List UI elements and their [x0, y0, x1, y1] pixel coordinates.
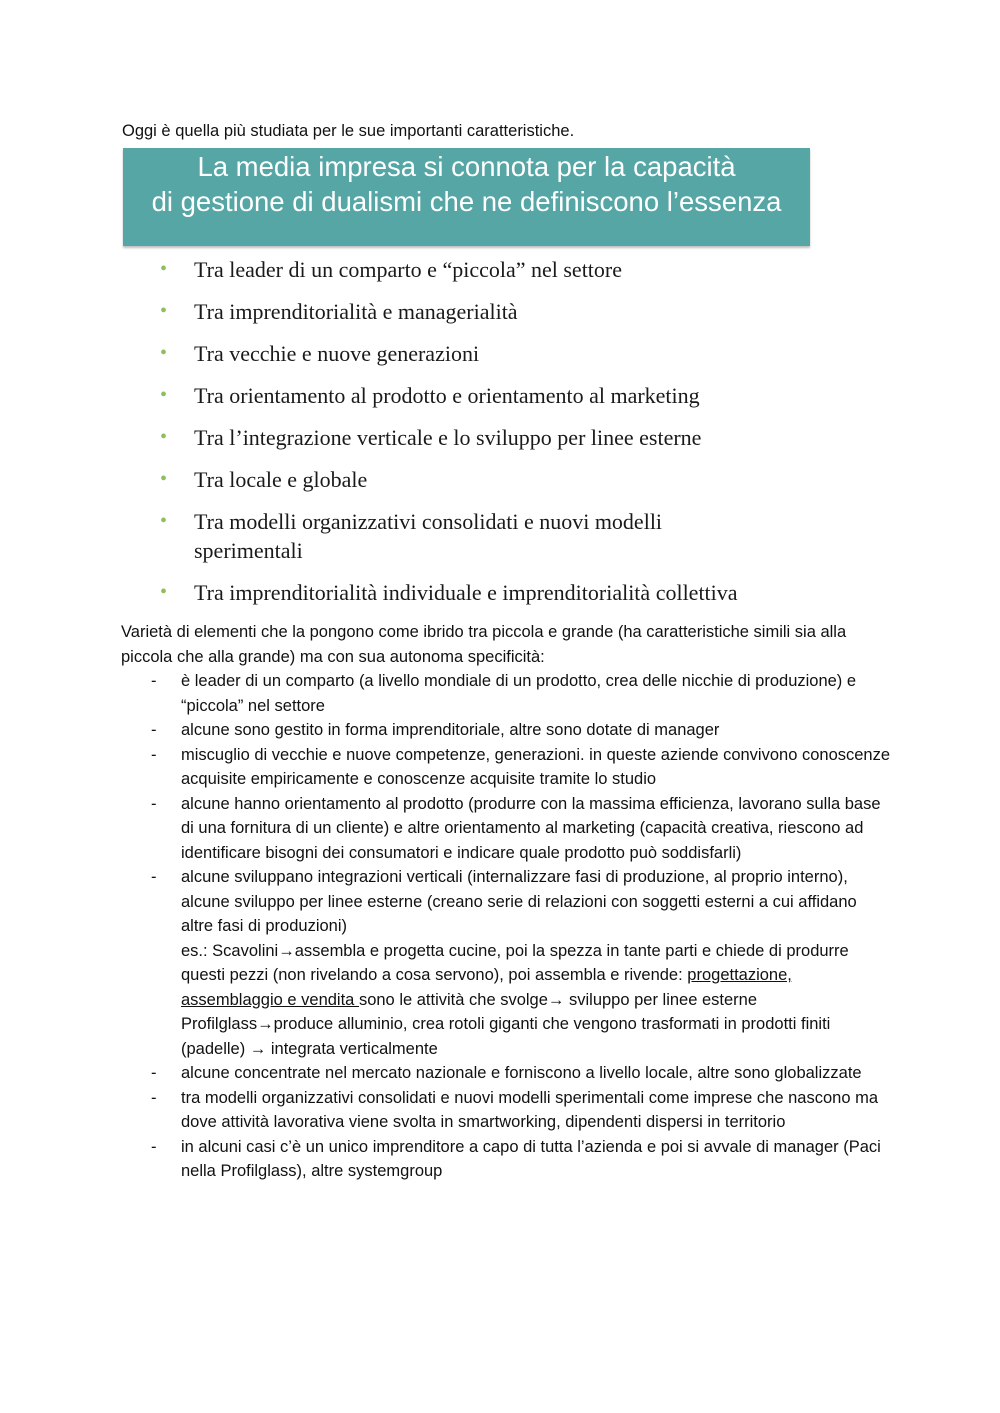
dash-item: [121, 743, 891, 792]
body-paragraph: Varietà di elementi che la pongono come ibrido tra piccola e grande (ha caratteristiche simili sia alla piccola che alla grande) ma con sua autonoma specificità:: [121, 623, 847, 666]
dash-item-text: alcune concentrate nel mercato nazionale e forniscono a livello locale, altre sono globalizzate: [181, 1064, 862, 1082]
dash-item: [121, 718, 891, 743]
slide-bullet-item: [160, 507, 780, 565]
dash-marker: -: [151, 1088, 157, 1107]
slide-title-line-1: La media impresa si connota per la capacità: [197, 151, 736, 182]
dash-item: [121, 1135, 891, 1184]
slide-bullet-text: Tra imprenditorialità e managerialità: [194, 299, 518, 324]
dash-item-text: è leader di un comparto (a livello mondiale di un prodotto, crea delle nicchie di produzione) e “piccola” nel settore: [181, 672, 857, 715]
dash-item-text: in alcuni casi c’è un unico imprenditore a capo di tutta l’azienda e poi si avvale di manager (Paci nella Profilglass), altre systemgroup: [181, 1137, 881, 1180]
example-rest: sono le attività che svolge→ sviluppo per linee esterne: [358, 990, 758, 1009]
dash-marker: -: [151, 745, 157, 764]
slide-bullet-list: [160, 255, 780, 620]
dash-item-text: tra modelli organizzativi consolidati e nuovi modelli sperimentali come imprese che nascono ma dove attività lavorativa viene svolta in smartworking, dipendenti dispersi in territorio: [181, 1088, 878, 1131]
bullet-dot-icon: •: [160, 300, 168, 322]
bullet-dot-icon: •: [160, 384, 168, 406]
slide-title-line-2: di gestione di dualismi che ne definiscono l’essenza: [151, 186, 782, 217]
bullet-dot-icon: •: [160, 510, 168, 532]
example-intro: es.: Scavolini→assembla e progetta cucine, poi la spezza in tante parti e chiede di produrre questi pezzi (non rivelando a cosa servono), poi assembla e rivende:: [181, 941, 849, 984]
dash-item: [121, 1086, 891, 1135]
slide-bullet-item: [160, 423, 780, 452]
example-scavolini: [181, 939, 891, 1013]
dash-marker: -: [151, 868, 157, 886]
body-text: [121, 620, 891, 1184]
slide-bullet-item: [160, 578, 780, 607]
slide-bullet-text: Tra locale e globale: [194, 467, 368, 492]
slide-bullet-item: [160, 465, 780, 494]
slide-bullet-text: Tra l’integrazione verticale e lo sviluppo per linee esterne: [194, 425, 702, 450]
bullet-dot-icon: •: [160, 468, 168, 490]
slide-title-banner: [123, 148, 810, 246]
dash-item-vertical: [121, 865, 891, 1061]
example-underlined: progettazione, assemblaggio e vendita: [181, 966, 792, 1009]
slide-bullet-item: [160, 297, 780, 326]
dash-item: [121, 792, 891, 866]
bullet-dot-icon: •: [160, 258, 168, 280]
dash-marker: -: [151, 672, 157, 690]
slide-bullet-text: Tra imprenditorialità individuale e imprenditorialità collettiva: [194, 580, 738, 605]
slide-bullet-text: Tra vecchie e nuove generazioni: [194, 341, 480, 366]
bullet-dot-icon: •: [160, 342, 168, 364]
dash-marker: -: [151, 1064, 157, 1082]
dash-item-text: alcune sviluppano integrazioni verticali (internalizzare fasi di produzione, al proprio interno), alcune sviluppo per linee esterne (creano serie di relazioni con soggetti esterni a cui affidano altre fasi di produzioni): [181, 868, 857, 935]
dash-item: [121, 1061, 891, 1086]
bullet-dot-icon: •: [160, 581, 168, 603]
intro-line: Oggi è quella più studiata per le sue importanti caratteristiche.: [122, 122, 575, 140]
dash-marker: -: [151, 1137, 157, 1156]
dash-item-text: alcune sono gestito in forma imprenditoriale, altre sono dotate di manager: [181, 721, 720, 739]
dash-item-text: alcune hanno orientamento al prodotto (produrre con la massima efficienza, lavorano sulla base di una fornitura di un cliente) e altre orientamento al marketing (capacità creativa, riescono ad identificare bisogni dei consumatori e indicare quale prodotto può soddisfarli): [181, 794, 881, 862]
dash-item: [121, 669, 891, 718]
slide-bullet-text: Tra orientamento al prodotto e orientamento al marketing: [194, 383, 700, 408]
dash-list: [121, 669, 891, 1184]
slide-bullet-item: [160, 339, 780, 368]
slide-bullet-text: Tra leader di un comparto e “piccola” nel settore: [194, 257, 623, 282]
slide-bullet-item: [160, 255, 780, 284]
dash-item-text: miscuglio di vecchie e nuove competenze, generazioni. in queste aziende convivono conoscenze acquisite empiricamente e conoscenze acquisite tramite lo studio: [181, 745, 891, 788]
dash-marker: -: [151, 721, 157, 739]
bullet-dot-icon: •: [160, 426, 168, 448]
dash-marker: -: [151, 794, 157, 813]
example-profilglass: Profilglass→produce alluminio, crea rotoli giganti che vengono trasformati in prodotti finiti (padelle) → integrata verticalmente: [181, 1015, 831, 1058]
slide-bullet-text: Tra modelli organizzativi consolidati e nuovi modelli sperimentali: [194, 509, 663, 563]
slide-bullet-item: [160, 381, 780, 410]
